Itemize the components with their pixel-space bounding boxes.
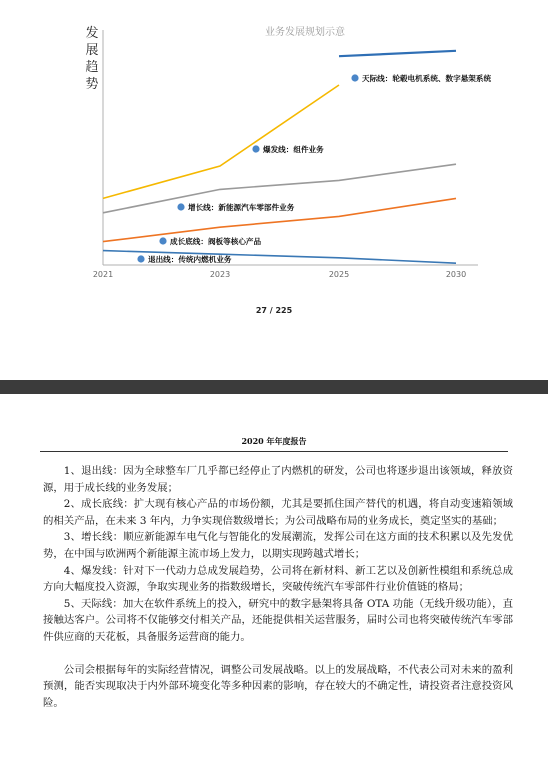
x-tick-label: 2025 [328,270,350,279]
body-text [43,463,513,711]
annotation-marker [177,203,184,210]
annotation-marker [252,145,259,152]
annotation-label: 成长底线：阀板等核心产品 [170,237,262,246]
x-tick-label: 2023 [209,270,231,279]
paragraph-disclaimer: 公司会根据每年的实际经营情况，调整公司发展战略。以上的发展战略，不代表公司对未来的盈利预测，能否实现取决于内外部环境变化等多种因素的影响，存在较大的不确定性，请投资者注意投资风险。 [43,663,513,709]
paragraph-base-line: 2、成长底线：扩大现有核心产品的市场份额，尤其是要抓住国产替代的机遇，将自动变速箱领域的相关产品，在未来 3 年内，力争实现倍数级增长；为公司战略布局的业务成长，奠定坚实的基础； [43,498,513,527]
y-axis-label-char: 趋 [85,60,99,75]
y-axis-label-char: 势 [85,77,99,92]
paragraph-skyline: 5、天际线：加大在软件系统上的投入，研究中的数字悬架将具备 OTA 功能（无线升级功能），直接触达客户。公司将不仅能够交付相关产品，还能提供相关运营服务，届时公司也将突破传统汽车零部件供应商的天花板，具备服务运营商的能力。 [43,597,513,643]
annotation-marker [159,237,166,244]
chart-title: 业务发展规划示意 [265,27,345,38]
y-axis-label-char: 展 [85,43,99,58]
page-separator [0,380,548,394]
y-axis-label-char: 发 [85,26,99,41]
x-tick-label: 2030 [445,270,467,279]
page-upper [0,0,548,380]
annotation-label: 爆发线：组件业务 [263,145,324,154]
header-rule [40,451,508,452]
series-line-5 [339,51,456,56]
report-header: 2020 年年度报告 [241,436,307,446]
paragraph-burst-line: 4、爆发线：针对下一代动力总成发展趋势，公司将在新材料、新工艺以及创新性模组和系统总成方向大幅度投入资源，争取实现业务的指数级增长，突破传统汽车零部件行业价值链的格局； [43,564,513,594]
annotation-label: 增长线：新能源汽车零部件业务 [188,203,295,212]
business-plan-chart [0,0,548,300]
series-line-1 [103,85,339,198]
annotation-marker [351,74,358,81]
paragraph-exit-line: 1、退出线：因为全球整车厂几乎都已经停止了内燃机的研发，公司也将逐步退出该领域，释放资源，用于成长线的业务发展； [43,465,513,494]
annotation-label: 天际线：轮毂电机系统、数字悬架系统 [362,74,492,83]
paragraph-growth-line: 3、增长线：顺应新能源车电气化与智能化的发展潮流，发挥公司在这方面的技术积累以及先发优势，在中国与欧洲两个新能源主流市场上发力，以期实现跨越式增长； [43,531,513,560]
annotation-label: 退出线：传统内燃机业务 [148,255,232,264]
page-number: 27 / 225 [255,306,293,315]
x-tick-label: 2021 [92,270,114,279]
annotation-marker [137,255,144,262]
